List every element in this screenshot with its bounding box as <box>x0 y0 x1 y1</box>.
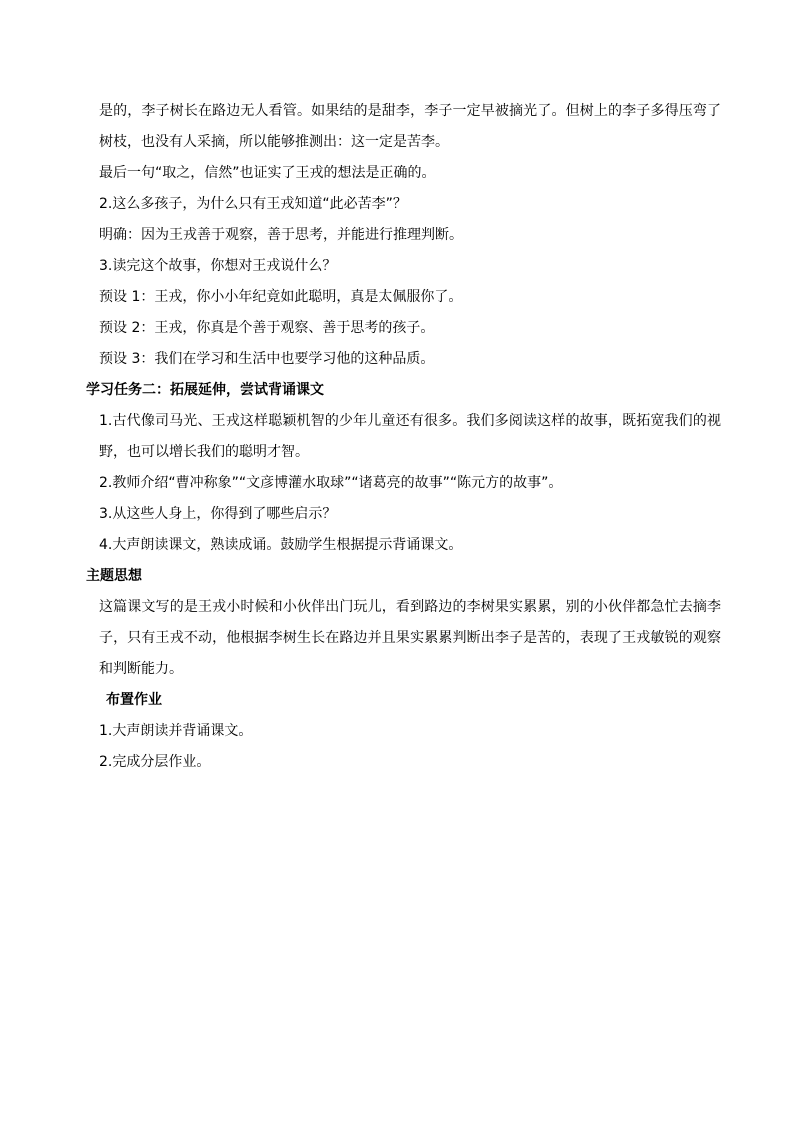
paragraph-conclusion: 最后一句“取之，信然”也证实了王戎的想法是正确的。 <box>99 165 436 181</box>
task2-heading: 学习任务二：拓展延伸，尝试背诵课文 <box>86 382 324 398</box>
question-3: 3.读完这个故事，你想对王戎说什么？ <box>99 258 337 274</box>
task2-item-3: 3.从这些人身上，你得到了哪些启示？ <box>99 506 337 522</box>
preset-1: 预设 1：王戎，你小小年纪竟如此聪明，真是太佩服你了。 <box>99 289 463 305</box>
preset-2: 预设 2：王戎，你真是个善于观察、善于思考的孩子。 <box>99 320 435 336</box>
answer-2: 明确：因为王戎善于观察，善于思考，并能进行推理判断。 <box>99 227 463 243</box>
paragraph-li-tree-reasoning: 是的，李子树长在路边无人看管。如果结的是甜李，李子一定早被摘光了。但树上的李子多得压弯了树枝，也没有人采摘，所以能够推测出：这一定是苦李。 <box>99 103 721 150</box>
homework-item-2: 2.完成分层作业。 <box>99 754 211 770</box>
question-2: 2.这么多孩子，为什么只有王戎知道“此必苦李”？ <box>99 196 407 212</box>
document-content <box>86 96 721 778</box>
task2-item-1: 1.古代像司马光、王戎这样聪颖机智的少年儿童还有很多。我们多阅读这样的故事，既拓宽我们的视野，也可以增长我们的聪明才智。 <box>99 413 721 460</box>
preset-3: 预设 3：我们在学习和生活中也要学习他的这种品质。 <box>99 351 435 367</box>
homework-heading: 布置作业 <box>106 692 162 708</box>
task2-item-4: 4.大声朗读课文，熟读成诵。鼓励学生根据提示背诵课文。 <box>99 537 463 553</box>
theme-heading: 主题思想 <box>86 568 142 584</box>
homework-item-1: 1.大声朗读并背诵课文。 <box>99 723 253 739</box>
theme-text: 这篇课文写的是王戎小时候和小伙伴出门玩儿，看到路边的李树果实累累，别的小伙伴都急忙去摘李子，只有王戎不动，他根据李树生长在路边并且果实累累判断出李子是苦的，表现了王戎敏锐的观察和判断能力。 <box>99 599 721 677</box>
task2-item-2: 2.教师介绍“曹冲称象”“文彦博灌水取球”“诸葛亮的故事”“陈元方的故事”。 <box>99 475 563 491</box>
